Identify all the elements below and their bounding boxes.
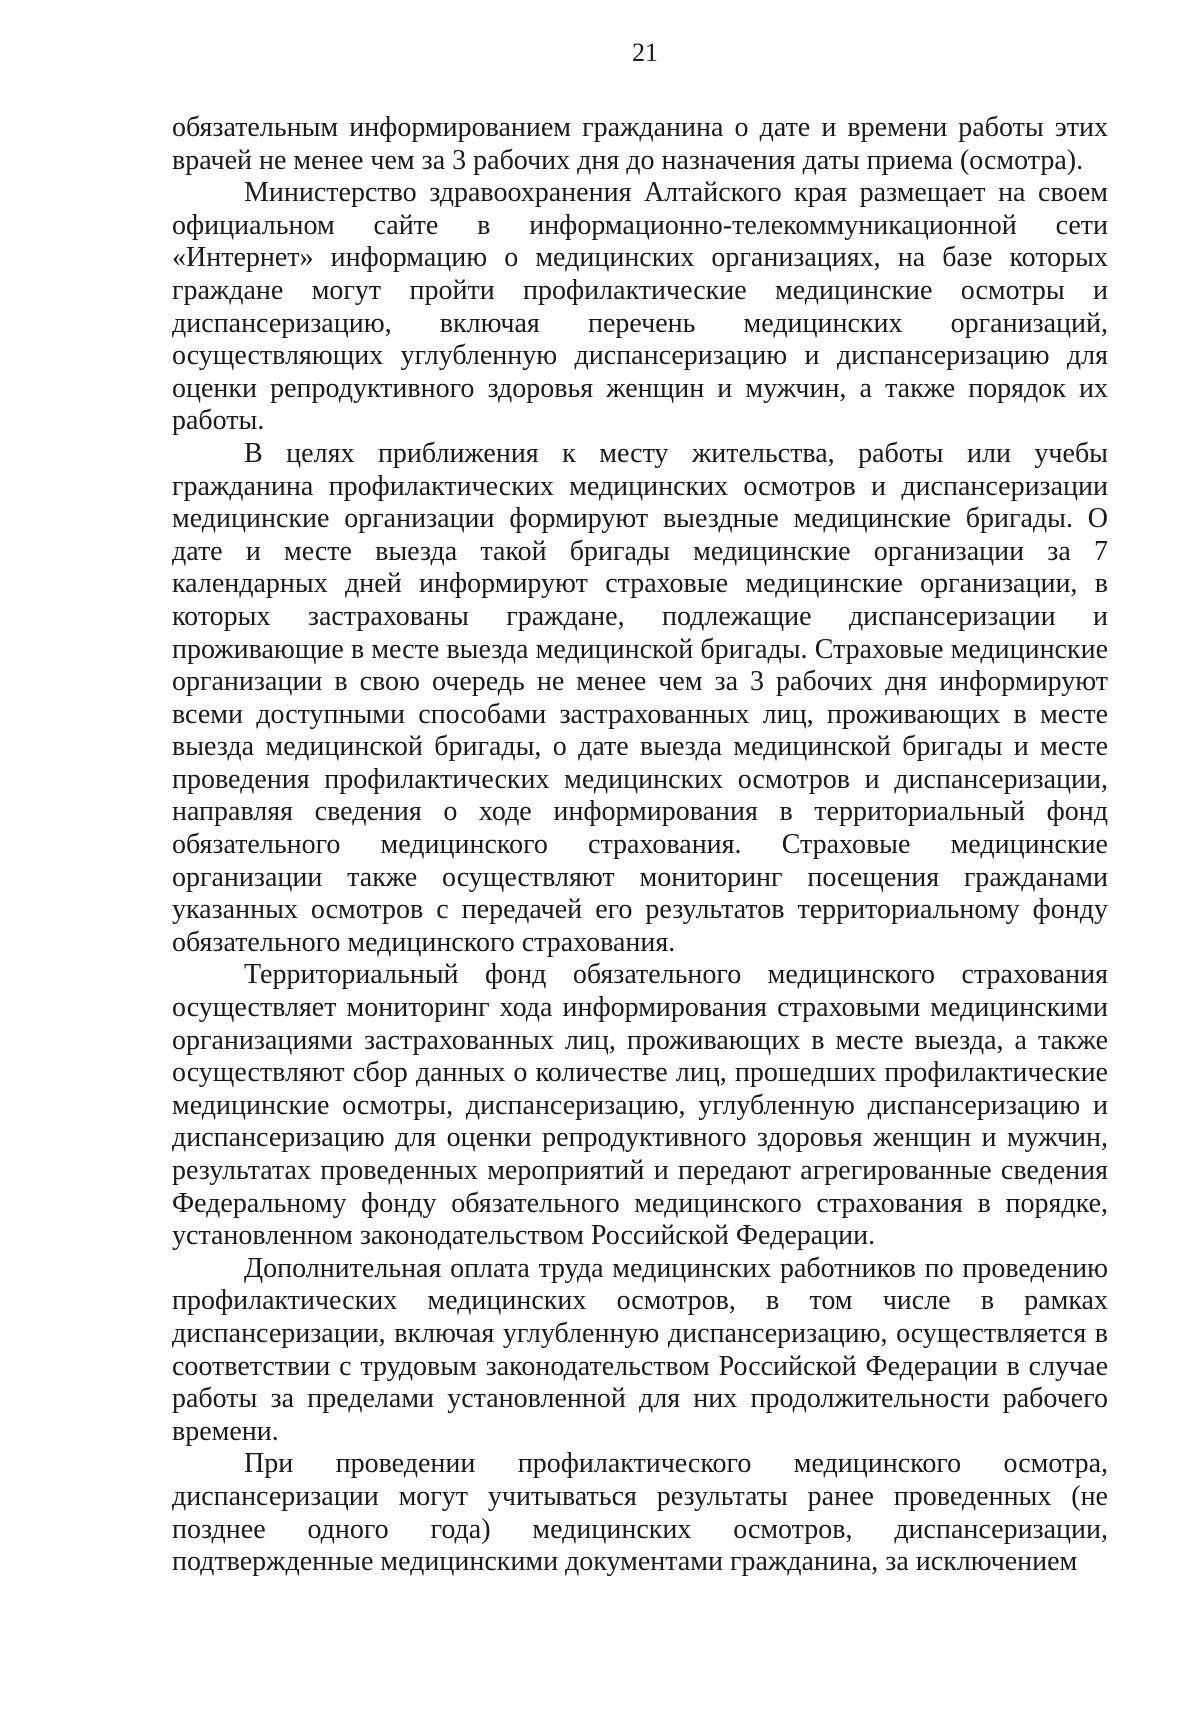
page-number: 21: [632, 38, 658, 67]
paragraph-continuation: обязательным информированием гражданина о дате и времени работы этих врачей не менее чем за 3 рабочих дня до назначения даты приема (осмотра).: [172, 112, 1108, 176]
paragraph-prior-results: При проведении профилактического медицинского осмотра, диспансеризации могут учитываться результаты ранее проведенных (не позднее одного года) медицинских осмотров, диспансеризации, подтвержденные медицинскими документами гражданина, за исключением: [172, 1448, 1108, 1578]
paragraph-ministry-website: Министерство здравоохранения Алтайского края размещает на своем официальном сайте в информационно-телекоммуникационной сети «Интернет» информацию о медицинских организациях, на базе которых граждане могут пройти профилактические медицинские осмотры и диспансеризацию, включая перечень медицинских организаций, осуществляющих углубленную диспансеризацию и диспансеризацию для оценки репродуктивного здоровья женщин и мужчин, а также порядок их работы.: [172, 177, 1108, 437]
paragraph-mobile-brigades: В целях приближения к месту жительства, работы или учебы гражданина профилактических медицинских осмотров и диспансеризации медицинские организации формируют выездные медицинские бригады. О дате и месте выезда такой бригады медицинские организации за 7 календарных дней информируют страховые медицинские организации, в которых застрахованы граждане, подлежащие диспансеризации и проживающие в месте выезда медицинской бригады. Страховые медицинские организации в свою очередь не менее чем за 3 рабочих дня информируют всеми доступными способами застрахованных лиц, проживающих в месте выезда медицинской бригады, о дате выезда медицинской бригады и месте проведения профилактических медицинских осмотров и диспансеризации, направляя сведения о ходе информирования в территориальный фонд обязательного медицинского страхования. Страховые медицинские организации также осуществляют мониторинг посещения гражданами указанных осмотров с передачей его результатов территориальному фонду обязательного медицинского страхования.: [172, 437, 1108, 958]
paragraph-territorial-fund: Территориальный фонд обязательного медицинского страхования осуществляет мониторинг хода информирования страховыми медицинскими организациями застрахованных лиц, проживающих в месте выезда, а также осуществляют сбор данных о количестве лиц, прошедших профилактические медицинские осмотры, диспансеризацию, углубленную диспансеризацию и диспансеризацию для оценки репродуктивного здоровья женщин и мужчин, результатах проведенных мероприятий и передают агрегированные сведения Федеральному фонду обязательного медицинского страхования в порядке, установленном законодательством Российской Федерации.: [172, 959, 1108, 1252]
paragraph-additional-pay: Дополнительная оплата труда медицинских работников по проведению профилактических медицинских осмотров, в том числе в рамках диспансеризации, включая углубленную диспансеризацию, осуществляется в соответствии с трудовым законодательством Российской Федерации в случае работы за пределами установленной для них продолжительности рабочего времени.: [172, 1252, 1108, 1447]
document-body: [172, 112, 1108, 1579]
